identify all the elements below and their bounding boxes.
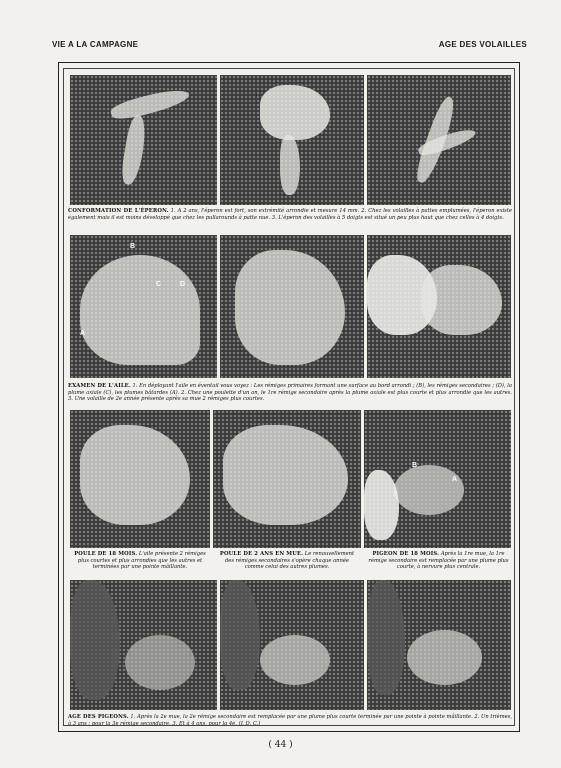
caption-pigeons — [68, 714, 512, 727]
caption-heading: POULE DE 2 ANS EN MUE. — [219, 551, 304, 557]
caption-pigeon-18-months — [366, 551, 511, 571]
photo-credit: (J. D. C.) — [238, 720, 261, 727]
caption-heading: POULE DE 18 MOIS. — [74, 551, 138, 557]
photo-label: D — [180, 281, 186, 288]
page-number: ( 44 ) — [268, 740, 293, 750]
photo-pigeon-2 — [220, 580, 364, 710]
photo-hen-2-years — [213, 410, 361, 548]
caption-wing — [68, 383, 512, 403]
caption-hen-18-months — [70, 551, 210, 571]
photo-wing-1 — [70, 235, 217, 378]
running-header-left: VIE A LA CAMPAGNE — [52, 40, 139, 49]
photo-label: B — [412, 462, 418, 469]
caption-text: Le renouvellement des rémiges secondaires s'opère chaque année comme celui des autres plumes. — [224, 551, 355, 571]
caption-text: 1. En déployant l'aile en éventail vous voyez : Les rémiges primaires formant une surface au bord arrondi ; (B), les rémiges secondaires ; (D), la plume axiale (C), les plumes bâtardes (A). 2. Chez une poulette d'un an, le 1re rémige secondaire après la plume axiale est plus courte et plus arrondie que les autres. 3. Une volaille de 2e année présente après sa mue 2 rémiges plus courtes. — [68, 383, 512, 403]
photo-label: A — [452, 476, 458, 483]
caption-heading: AGE DES PIGEONS. — [68, 714, 129, 720]
running-header-right: AGE DES VOLAILLES — [438, 40, 527, 49]
photo-wing-3 — [367, 235, 511, 378]
caption-spur — [68, 208, 512, 221]
caption-hen-2-years — [215, 551, 359, 571]
photo-hen-18-months — [70, 410, 210, 548]
photo-pigeon-18-months — [364, 410, 511, 548]
caption-heading: EXAMEN DE L'AILE. — [68, 383, 131, 389]
photo-pigeon-1 — [70, 580, 217, 710]
photo-wing-2 — [220, 235, 364, 378]
photo-spur-3 — [367, 75, 511, 205]
photo-spur-2 — [220, 75, 364, 205]
photo-pigeon-3 — [367, 580, 511, 710]
caption-heading: CONFORMATION DE L'ÉPERON. — [68, 208, 169, 214]
caption-heading: PIGEON DE 18 MOIS. — [372, 551, 440, 557]
caption-text: 1. Après la 2e mue, la 2e rémige secondaire est remplacée par une plume plus courte terminée par une pointe à pointe mâillante. 2. Un trièmes, à 3 ans ; pour la 3e rémige secondaire. 3. Et à 4 ans, pour la 4e. — [68, 714, 512, 727]
caption-text: Après la 1re mue, la 1re rémige secondaire est remplacée par une plume plus courte, à nervure plus centrale. — [368, 551, 509, 571]
photo-label: A — [80, 330, 86, 337]
caption-text: L'aile présente 2 rémiges plus courtes et plus arrondies que les autres et terminées par une pointe mâillante. — [77, 551, 206, 571]
photo-label: C — [156, 281, 162, 288]
photo-spur-1 — [70, 75, 217, 205]
photo-label: B — [130, 243, 136, 250]
caption-text: 1. A 2 ans, l'éperon est fort, son extrémité arrondie et mesure 14 mm. 2. Chez les volailles à pattes emplumées, l'éperon existe également mais il est moins développé que chez les pullarounds à patte nue. 3. L'éperon des volailles à 5 doigts est situé un peu plus haut que chez celles à 4 doigts. — [68, 208, 512, 221]
